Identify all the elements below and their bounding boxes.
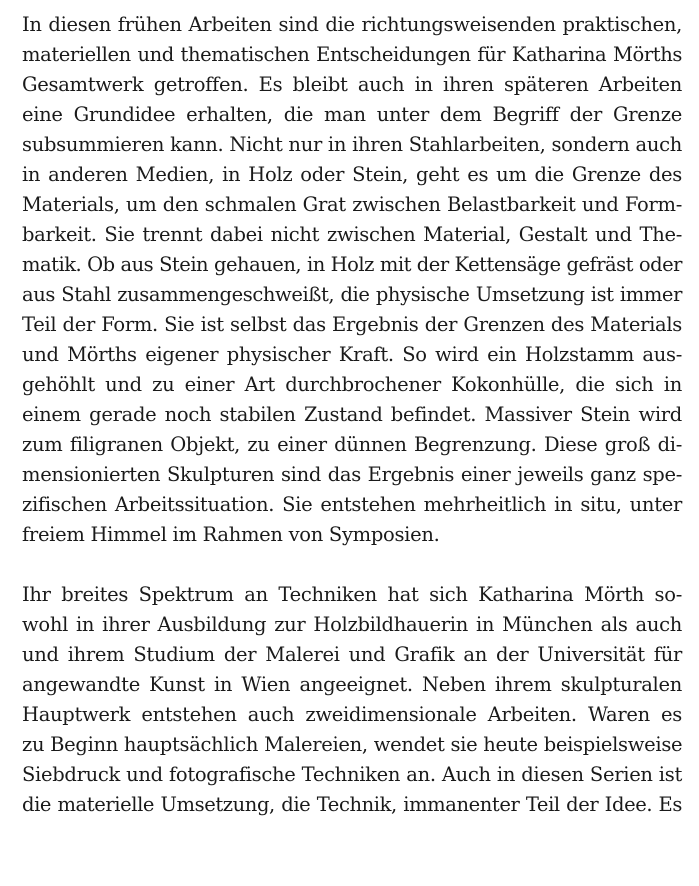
text-line: Ihr breites Spektrum an Techniken hat sich Katharina Mörth so- — [22, 583, 682, 606]
text-line: Hauptwerk entstehen auch zweidimensionale Arbeiten. Waren es — [22, 703, 682, 726]
text-line: Materials, um den schmalen Grat zwischen Belastbarkeit und Form- — [22, 193, 682, 216]
text-line: barkeit. Sie trennt dabei nicht zwischen Material, Gestalt und The- — [22, 223, 682, 246]
text-line: zu Beginn hauptsächlich Malereien, wendet sie heute beispielsweise — [22, 733, 683, 756]
text-line: in anderen Medien, in Holz oder Stein, geht es um die Grenze des — [22, 163, 682, 186]
text-line: die materielle Umsetzung, die Technik, immanenter Teil der Idee. Es — [22, 793, 682, 816]
text-line: und ihrem Studium der Malerei und Grafik an der Universität für — [22, 643, 682, 666]
text-line: und Mörths eigener physischer Kraft. So wird ein Holzstamm aus- — [22, 343, 682, 366]
text-line: Siebdruck und fotografische Techniken an. Auch in diesen Serien ist — [22, 763, 682, 786]
text-line: Teil der Form. Sie ist selbst das Ergebnis der Grenzen des Materials — [22, 313, 682, 336]
text-line: subsummieren kann. Nicht nur in ihren Stahlarbeiten, sondern auch — [22, 133, 682, 156]
text-line: angewandte Kunst in Wien angeeignet. Neben ihrem skulpturalen — [22, 673, 682, 696]
text-line: einem gerade noch stabilen Zustand befindet. Massiver Stein wird — [22, 403, 682, 426]
text-line: materiellen und thematischen Entscheidungen für Katharina Mörths — [22, 43, 682, 66]
text-line: In diesen frühen Arbeiten sind die richtungsweisenden praktischen, — [22, 13, 682, 36]
text-line: mensionierten Skulpturen sind das Ergebnis einer jeweils ganz spe- — [22, 463, 682, 486]
text-page — [22, 10, 682, 820]
text-line: wohl in ihrer Ausbildung zur Holzbildhauerin in München als auch — [22, 613, 682, 636]
text-line: Gesamtwerk getroffen. Es bleibt auch in ihren späteren Arbeiten — [22, 73, 682, 96]
paragraph-1 — [22, 10, 682, 550]
text-line: eine Grundidee erhalten, die man unter dem Begriff der Grenze — [22, 103, 682, 126]
text-line: freiem Himmel im Rahmen von Symposien. — [22, 523, 440, 546]
text-line: matik. Ob aus Stein gehauen, in Holz mit der Kettensäge gefräst oder — [22, 253, 682, 276]
text-line: gehöhlt und zu einer Art durchbrochener Kokonhülle, die sich in — [22, 373, 682, 396]
paragraph-2 — [22, 580, 682, 820]
text-line: zifischen Arbeitssituation. Sie entstehen mehrheitlich in situ, unter — [22, 493, 682, 516]
text-line: zum filigranen Objekt, zu einer dünnen Begrenzung. Diese groß di- — [22, 433, 682, 456]
text-line: aus Stahl zusammengeschweißt, die physische Umsetzung ist immer — [22, 283, 682, 306]
